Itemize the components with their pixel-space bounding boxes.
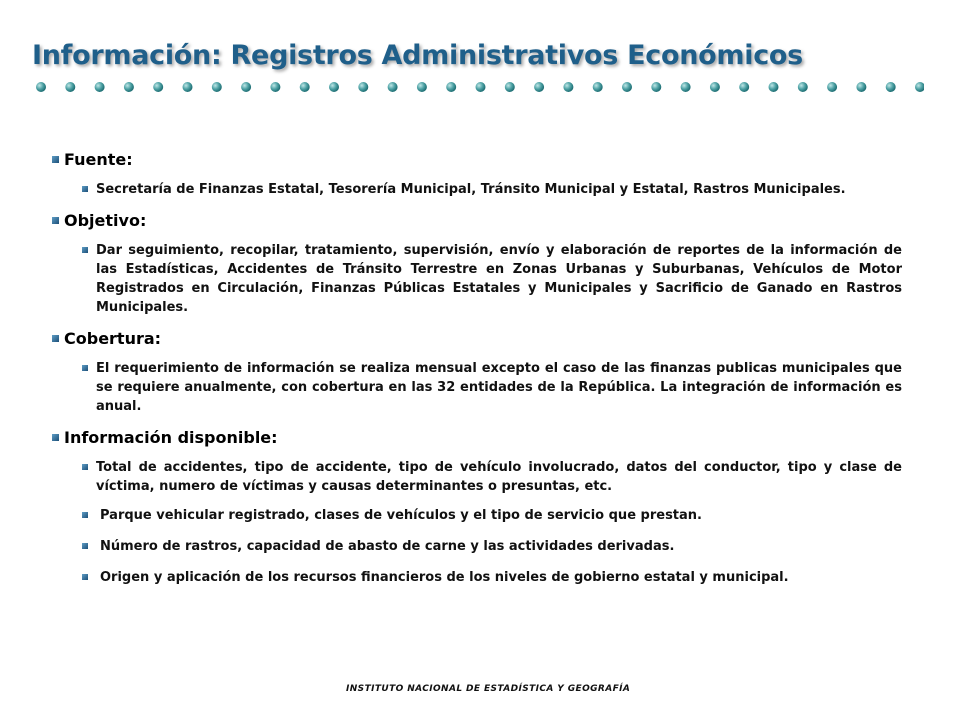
section-heading: [52, 148, 902, 170]
square-bullet-icon: [82, 247, 88, 253]
divider-dot: [212, 82, 222, 92]
divider-dot: [65, 82, 75, 92]
divider-dot: [681, 82, 691, 92]
divider-dot: [856, 82, 866, 92]
divider-dot: [417, 82, 427, 92]
divider-dot: [593, 82, 603, 92]
divider-dot: [534, 82, 544, 92]
divider-dot: [241, 82, 251, 92]
divider-dot: [270, 82, 280, 92]
square-bullet-icon: [52, 217, 59, 224]
section-heading: [52, 209, 902, 231]
divider-dot: [886, 82, 896, 92]
square-bullet-icon: [82, 186, 88, 192]
institution-footer: INSTITUTO NACIONAL DE ESTADÍSTICA Y GEOGRAFÍA: [346, 684, 631, 694]
divider-dot: [95, 82, 105, 92]
divider-dot: [183, 82, 193, 92]
divider-dot: [505, 82, 515, 92]
square-bullet-icon: [52, 156, 59, 163]
slide-title: Información: Registros Administrativos Económicos: [32, 40, 803, 71]
divider-dot: [827, 82, 837, 92]
item-text: Secretaría de Finanzas Estatal, Tesorería Municipal, Tránsito Municipal y Estatal, Rastros Municipales.: [96, 182, 846, 197]
section-informacion-disponible: [52, 426, 902, 587]
divider-dot: [153, 82, 163, 92]
square-bullet-icon: [82, 543, 88, 549]
heading-text: Fuente:: [64, 149, 133, 169]
section-heading: [52, 426, 902, 448]
divider-dot: [622, 82, 632, 92]
section-heading: [52, 327, 902, 349]
item-text: Dar seguimiento, recopilar, tratamiento, supervisión, envío y elaboración de reportes de la información de las Estadísticas, Accidentes de Tránsito Terrestre en Zonas Urbanas y Suburbanas, Vehículos de Motor Registrados en Circulación, Finanzas Públicas Estatales y Municipales y Sacrificio de Ganado en Rastros Municipales.: [96, 243, 902, 315]
divider-dot: [798, 82, 808, 92]
divider-dot: [769, 82, 779, 92]
divider-dot: [358, 82, 368, 92]
list-item: [52, 537, 902, 556]
list-item: [52, 180, 902, 199]
divider-dot: [915, 82, 924, 92]
divider-dot: [739, 82, 749, 92]
divider-dot: [300, 82, 310, 92]
square-bullet-icon: [82, 464, 88, 470]
divider-dot: [710, 82, 720, 92]
divider-dot: [329, 82, 339, 92]
item-text: Número de rastros, capacidad de abasto de carne y las actividades derivadas.: [100, 539, 675, 554]
section-cobertura: [52, 327, 902, 416]
square-bullet-icon: [82, 512, 88, 518]
item-text: Parque vehicular registrado, clases de vehículos y el tipo de servicio que prestan.: [100, 508, 702, 523]
item-text: El requerimiento de información se realiza mensual excepto el caso de las finanzas publicas municipales que se requiere anualmente, con cobertura en las 32 entidades de la República. La integración de información es anual.: [96, 361, 902, 414]
dotted-divider: [34, 78, 924, 98]
item-text: Origen y aplicación de los recursos financieros de los niveles de gobierno estatal y municipal.: [100, 570, 789, 585]
divider-dot: [651, 82, 661, 92]
divider-dot: [124, 82, 134, 92]
divider-dot: [388, 82, 398, 92]
divider-dot: [36, 82, 46, 92]
list-item: [52, 458, 902, 496]
divider-dot: [446, 82, 456, 92]
section-objetivo: [52, 209, 902, 317]
heading-text: Objetivo:: [64, 210, 147, 230]
list-item: [52, 359, 902, 416]
slide-body: [52, 148, 902, 599]
list-item: [52, 241, 902, 317]
heading-text: Cobertura:: [64, 328, 162, 348]
item-text: Total de accidentes, tipo de accidente, tipo de vehículo involucrado, datos del conductor, tipo y clase de víctima, numero de víctimas y causas determinantes o presuntas, etc.: [96, 460, 902, 494]
divider-dot: [563, 82, 573, 92]
list-item: [52, 568, 902, 587]
heading-text: Información disponible:: [64, 427, 278, 447]
section-fuente: [52, 148, 902, 199]
square-bullet-icon: [82, 574, 88, 580]
list-item: [52, 506, 902, 525]
square-bullet-icon: [52, 335, 59, 342]
divider-dot: [476, 82, 486, 92]
square-bullet-icon: [82, 365, 88, 371]
square-bullet-icon: [52, 434, 59, 441]
